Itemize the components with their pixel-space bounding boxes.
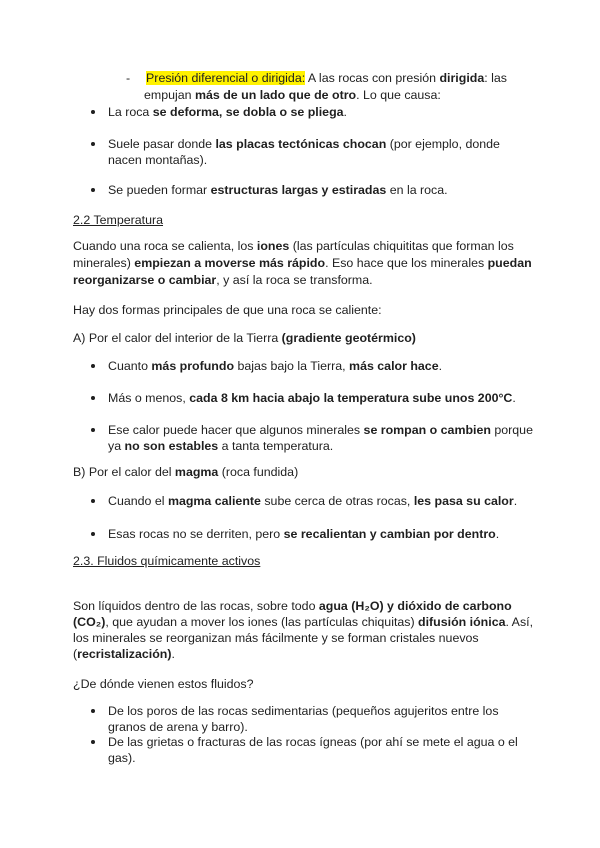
bullet-icon — [91, 142, 95, 146]
section-heading-temperatura: 2.2 Temperatura — [73, 213, 164, 227]
fluid-question: ¿De dónde vienen estos fluidos? — [73, 677, 254, 691]
bullet-icon — [91, 110, 95, 114]
bullet-icon — [91, 499, 95, 503]
bullet-icon — [91, 364, 95, 368]
bullet-icon — [91, 188, 95, 192]
bullet-icon — [91, 740, 95, 744]
subheading-b: B) Por el calor del magma (roca fundida) — [73, 465, 299, 479]
list-item: La roca se deforma, se dobla o se pliega. — [108, 105, 347, 119]
bullet-icon — [91, 709, 95, 713]
intro-line-1: - Presión diferencial o dirigida: A las rocas con presión dirigida: las — [126, 71, 507, 85]
temp-paragraph-2: Hay dos formas principales de que una roca se caliente: — [73, 303, 382, 317]
list-item: Suele pasar donde las placas tectónicas chocan (por ejemplo, donde — [108, 137, 500, 151]
list-item: Más o menos, cada 8 km hacia abajo la temperatura sube unos 200°C. — [108, 391, 516, 405]
list-item-continuation: ya no son estables a tanta temperatura. — [108, 439, 334, 453]
list-item-continuation: granos de arena y barro). — [108, 720, 248, 734]
bullet-icon — [91, 428, 95, 432]
list-item: Cuanto más profundo bajas bajo la Tierra, más calor hace. — [108, 359, 443, 373]
list-item: De los poros de las rocas sedimentarias (pequeños agujeritos entre los — [108, 704, 499, 718]
dash-marker: - — [126, 71, 131, 85]
temp-paragraph-line-3: reorganizarse o cambiar, y así la roca se transforma. — [73, 273, 373, 287]
list-item: Se pueden formar estructuras largas y estiradas en la roca. — [108, 183, 448, 197]
fluid-paragraph-line-4: (recristalización). — [73, 647, 175, 661]
list-item: Ese calor puede hacer que algunos minerales se rompan o cambien porque — [108, 423, 533, 437]
list-item-continuation: gas). — [108, 751, 136, 765]
list-item: Cuando el magma caliente sube cerca de otras rocas, les pasa su calor. — [108, 494, 518, 508]
list-item-continuation: nacen montañas). — [108, 153, 208, 167]
temp-paragraph-line-1: Cuando una roca se calienta, los iones (las partículas chiquititas que forman los — [73, 239, 514, 253]
section-heading-fluidos: 2.3. Fluidos químicamente activos — [73, 554, 261, 568]
list-item: Esas rocas no se derriten, pero se recalientan y cambian por dentro. — [108, 527, 500, 541]
list-item: De las grietas o fracturas de las rocas ígneas (por ahí se mete el agua o el — [108, 735, 518, 749]
bullet-icon — [91, 532, 95, 536]
temp-paragraph-line-2: minerales) empiezan a moverse más rápido. Eso hace que los minerales puedan — [73, 256, 532, 270]
highlighted-term: Presión diferencial o dirigida: — [146, 71, 306, 85]
fluid-paragraph-line-2: (CO₂), que ayudan a mover los iones (las partículas chiquitas) difusión iónica. Así, — [73, 615, 534, 629]
fluid-paragraph-line-3: los minerales se reorganizan más fácilmente y se forman cristales nuevos — [73, 631, 479, 645]
bullet-icon — [91, 396, 95, 400]
subheading-a: A) Por el calor del interior de la Tierra (gradiente geotérmico) — [73, 331, 416, 345]
fluid-paragraph-line-1: Son líquidos dentro de las rocas, sobre todo agua (H₂O) y dióxido de carbono — [73, 599, 512, 613]
intro-line-2: empujan más de un lado que de otro. Lo que causa: — [144, 88, 441, 102]
